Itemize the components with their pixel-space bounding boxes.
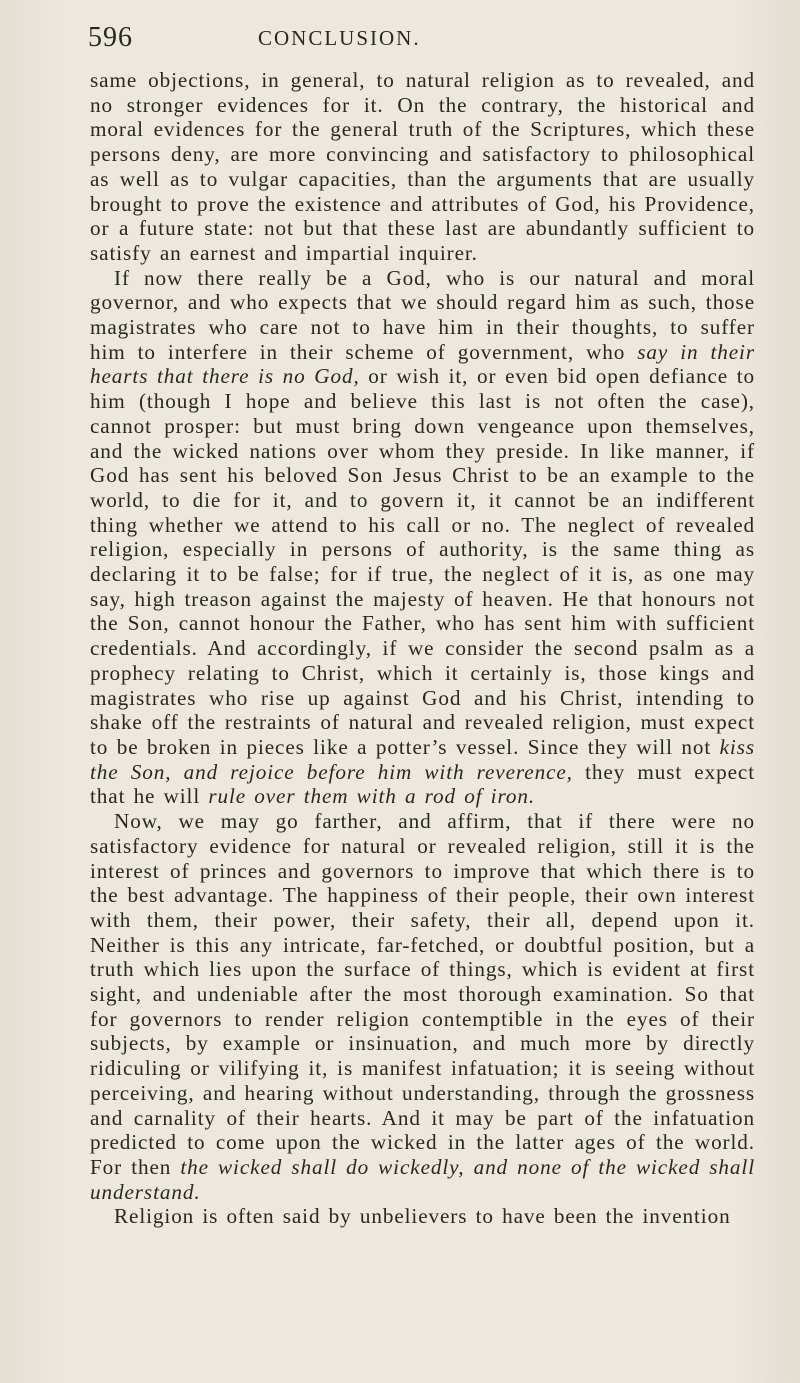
paragraph-1-text: same objections, in general, to natural religion as to revealed, and no stronger evidences for it. On the contrary, the historical and moral evidences for the general truth of the Scriptures, which these persons deny, are more convincing and satisfactory to philosophical as well as to vulgar capacities, than the arguments that are usually brought to prove the existence and attributes of God, his Providence, or a future state: not but that these last are abundantly sufficient to satisfy an earnest and impartial inquirer. — [90, 68, 755, 265]
paragraph-2-text-a: If now there really be a God, who is our natural and moral governor, and who expects that we should regard him as such, those magistrates who care not to have him in their thoughts, to suffer him to interfere in their scheme of government, who — [90, 265, 755, 364]
paragraph-3-italic-a: the wicked shall do wickedly, and none of the wicked shall understand. — [90, 1154, 755, 1204]
paragraph-2-italic-b: kiss the Son, and rejoice before him with reverence, — [90, 734, 755, 784]
paragraph-2-italic-c: rule over them with a rod of iron. — [208, 784, 536, 809]
paragraph-3-text-a: Now, we may go farther, and affirm, that if there were no satisfactory evidence for natural or revealed religion, still it is the interest of princes and governors to improve that which there is to the best advantage. The happiness of their people, their own interest with them, their power, their safety, their all, depend upon it. Neither is this any intricate, far-fetched, or doubtful position, but a truth which lies upon the surface of things, which is evident at first sight, and undeniable after the most thorough examination. So that for governors to render religion contemptible in the eyes of their subjects, by example or insinuation, and much more by directly ridiculing or vilifying it, is manifest infatuation; it is seeing without perceiving, and hearing without understanding, through the grossness and carnality of their hearts. And it may be part of the infatuation predicted to come upon the wicked in the latter ages of the world. For then — [90, 809, 755, 1179]
paragraph-2-italic-a: say in their hearts that there is no God, — [90, 339, 755, 389]
paragraph-2-text-c: they must expect that he will — [90, 759, 755, 809]
running-head: CONCLUSION. — [258, 26, 421, 50]
page-number: 596 — [88, 22, 133, 53]
paragraph-3 — [90, 809, 755, 1204]
paragraph-4 — [90, 1204, 755, 1229]
paragraph-4-text: Religion is often said by unbelievers to have been the invention — [114, 1204, 731, 1229]
body-text — [90, 68, 755, 1229]
paragraph-2 — [90, 266, 755, 809]
paragraph-2-text-b: or wish it, or even bid open defiance to him (though I hope and believe this last is not often the case), cannot prosper: but must bring down vengeance upon themselves, and the wicked nations over whom they preside. In like manner, if God has sent his beloved Son Jesus Christ to be an example to the world, to die for it, and to govern it, it cannot be an indifferent thing whether we attend to his call or no. The neglect of revealed religion, especially in persons of authority, is the same thing as declaring it to be false; for if true, the neglect of it is, as one may say, high treason against the majesty of heaven. He that honours not the Son, cannot honour the Father, who has sent him with sufficient credentials. And accordingly, if we consider the second psalm as a prophecy relating to Christ, which it certainly is, those kings and magistrates who rise up against God and his Christ, intending to shake off the restraints of natural and revealed religion, must expect to be broken in pieces like a potter’s vessel. Since they will not — [90, 364, 755, 759]
paragraph-1 — [90, 68, 755, 266]
page-header — [88, 22, 740, 58]
